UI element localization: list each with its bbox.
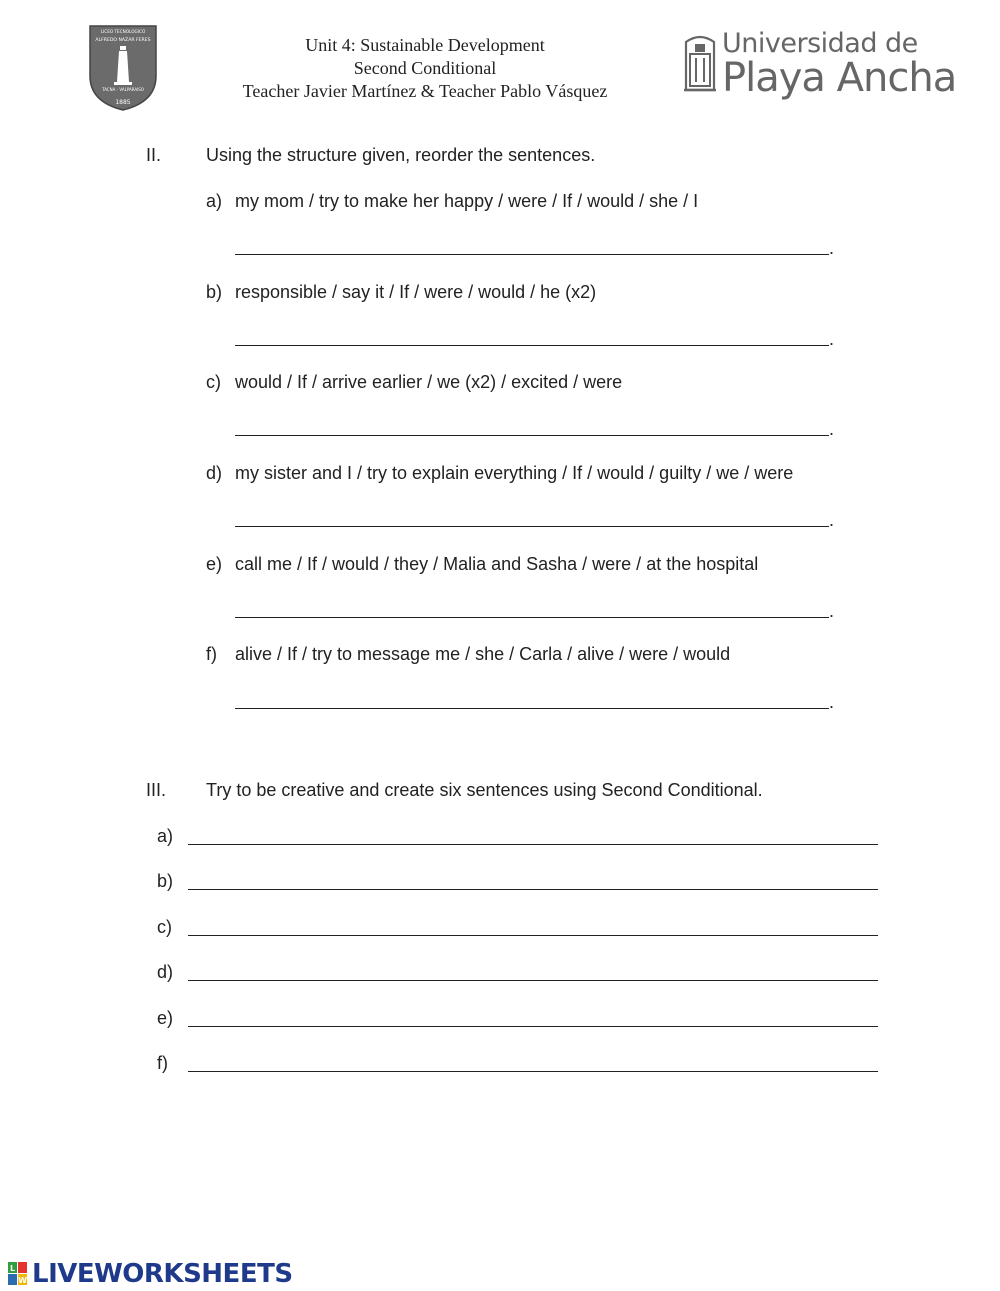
liveworksheets-badge-icon [8, 1262, 28, 1286]
answer-line-3f[interactable] [188, 1071, 878, 1072]
university-name-line1: Universidad de [722, 28, 918, 59]
answer-line-3e[interactable] [188, 1026, 878, 1027]
exercise-2-prompt-a: my mom / try to make her happy / were / If / would / she / I [235, 191, 699, 211]
university-logo-text [722, 28, 957, 101]
section-2-instruction: Using the structure given, reorder the sentences. [206, 145, 596, 165]
answer-period-2a: . [829, 238, 835, 258]
exercise-3-letter-d: d) [157, 962, 174, 982]
document-header [200, 34, 650, 103]
exercise-2-letter-c: c) [206, 372, 221, 392]
exercise-2-letter-d: d) [206, 463, 223, 483]
answer-period-2d: . [829, 510, 835, 530]
university-building-icon [680, 32, 720, 98]
university-name-line2: Playa Ancha [722, 55, 957, 101]
exercise-3-letter-a: a) [157, 826, 174, 846]
answer-line-2f[interactable] [235, 708, 829, 709]
unit-title: Unit 4: Sustainable Development [305, 35, 545, 55]
exercise-3-letter-e: e) [157, 1008, 174, 1028]
crest-text-2: ALFREDO NAZAR FERES [95, 38, 151, 43]
answer-line-3b[interactable] [188, 889, 878, 890]
crest-text-3: TACNA - VALPARAISO [102, 87, 144, 92]
answer-period-2b: . [829, 329, 835, 349]
exercise-2-letter-a: a) [206, 191, 223, 211]
exercise-2-prompt-f: alive / If / try to message me / she / Carla / alive / were / would [235, 644, 731, 664]
answer-line-3a[interactable] [188, 844, 878, 845]
answer-line-2a[interactable] [235, 254, 829, 255]
school-crest-logo [88, 24, 158, 112]
exercise-3-letter-b: b) [157, 871, 174, 891]
exercise-2-prompt-b: responsible / say it / If / were / would / he (x2) [235, 282, 597, 302]
liveworksheets-brand: LIVEWORKSHEETS [32, 1259, 293, 1289]
teachers-line: Teacher Javier Martínez & Teacher Pablo Vásquez [242, 81, 608, 101]
answer-period-2e: . [829, 601, 835, 621]
answer-period-2f: . [829, 692, 835, 712]
crest-text-1: LICEO TECNOLOGICO [100, 29, 146, 34]
answer-line-2b[interactable] [235, 345, 829, 346]
exercise-3-letter-c: c) [157, 917, 172, 937]
exercise-2-letter-b: b) [206, 282, 223, 302]
section-3-number: III. [146, 780, 167, 800]
badge-letter-w: W [18, 1276, 27, 1285]
topic-title: Second Conditional [353, 58, 497, 78]
liveworksheets-logo [8, 1258, 293, 1290]
section-2-number: II. [146, 145, 162, 165]
badge-letter-l: L [9, 1264, 16, 1273]
exercise-3-letter-f: f) [157, 1053, 168, 1073]
answer-line-2d[interactable] [235, 526, 829, 527]
exercise-2-letter-f: f) [206, 644, 217, 664]
section-3-instruction: Try to be creative and create six sentences using Second Conditional. [206, 780, 763, 800]
answer-line-2c[interactable] [235, 435, 829, 436]
answer-line-2e[interactable] [235, 617, 829, 618]
answer-line-3c[interactable] [188, 935, 878, 936]
exercise-2-prompt-c: would / If / arrive earlier / we (x2) / excited / were [235, 372, 623, 392]
answer-period-2c: . [829, 419, 835, 439]
exercise-2-prompt-e: call me / If / would / they / Malia and Sasha / were / at the hospital [235, 554, 759, 574]
answer-line-3d[interactable] [188, 980, 878, 981]
exercise-2-letter-e: e) [206, 554, 223, 574]
crest-year: 1885 [115, 99, 131, 106]
exercise-2-prompt-d: my sister and I / try to explain everything / If / would / guilty / we / were [235, 463, 794, 483]
